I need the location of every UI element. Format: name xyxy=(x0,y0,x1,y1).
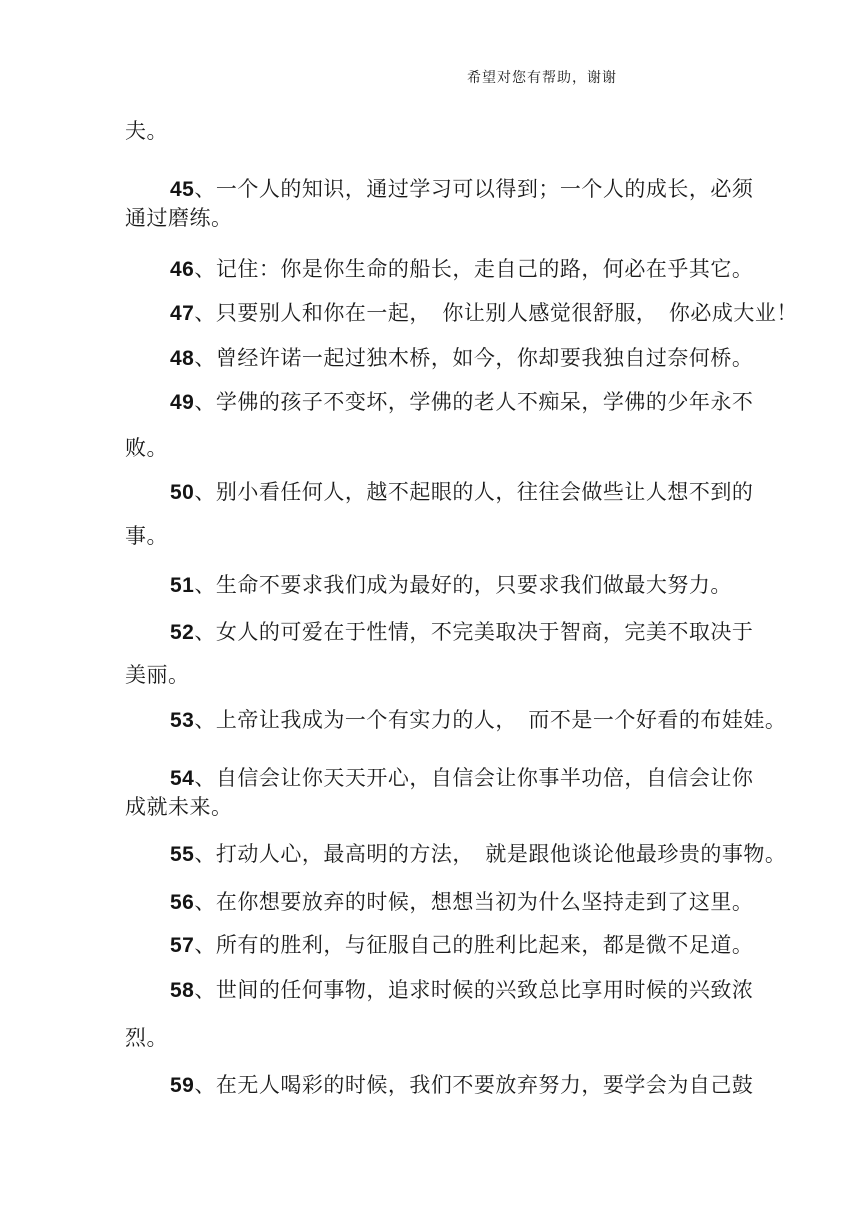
quote-line-50 xyxy=(170,481,753,504)
quote-line-48 xyxy=(170,347,753,370)
line-text: 、打动人心，最高明的方法， 就是跟他谈论他最珍贵的事物。 xyxy=(194,842,787,866)
quote-line-47 xyxy=(170,302,798,325)
line-text: 、女人的可爱在于性情，不完美取决于智商，完美不取决于 xyxy=(194,620,754,644)
item-number: 57 xyxy=(170,934,195,957)
line-text: 、在你想要放弃的时候，想想当初为什么坚持走到了这里。 xyxy=(194,890,754,914)
quote-line-53 xyxy=(170,709,786,732)
line-text: 、自信会让你天天开心，自信会让你事半功倍，自信会让你 xyxy=(194,766,754,790)
line-text: 成就未来。 xyxy=(125,795,233,819)
item-number: 59 xyxy=(170,1074,195,1097)
item-number: 45 xyxy=(170,178,195,201)
line-text: 、世间的任何事物，追求时候的兴致总比享用时候的兴致浓 xyxy=(194,978,754,1002)
line-text: 败。 xyxy=(125,436,168,460)
line-text: 事。 xyxy=(125,524,168,548)
quote-line-46 xyxy=(170,258,753,281)
quote-line-57 xyxy=(170,934,753,957)
quote-line-52-continuation xyxy=(125,664,190,687)
line-text: 、别小看任何人，越不起眼的人，往往会做些让人想不到的 xyxy=(194,480,754,504)
quote-line-45-continuation xyxy=(125,207,233,230)
item-number: 54 xyxy=(170,767,195,790)
quote-line-49 xyxy=(170,391,753,414)
item-number: 50 xyxy=(170,481,195,504)
line-text: 、一个人的知识，通过学习可以得到；一个人的成长，必须 xyxy=(194,177,754,201)
item-number: 51 xyxy=(170,574,195,597)
quote-line-50-continuation xyxy=(125,525,168,548)
item-number: 52 xyxy=(170,621,195,644)
quote-line-56 xyxy=(170,891,753,914)
line-text: 、学佛的孩子不变坏，学佛的老人不痴呆，学佛的少年永不 xyxy=(194,390,754,414)
item-number: 48 xyxy=(170,347,195,370)
quote-line-44-continuation xyxy=(125,120,168,143)
line-text: 烈。 xyxy=(125,1026,168,1050)
quote-line-49-continuation xyxy=(125,437,168,460)
quote-line-54-continuation xyxy=(125,796,233,819)
line-text: 、在无人喝彩的时候，我们不要放弃努力，要学会为自己鼓 xyxy=(194,1073,754,1097)
quote-line-59 xyxy=(170,1074,753,1097)
item-number: 49 xyxy=(170,391,195,414)
item-number: 47 xyxy=(170,302,195,325)
quote-line-51 xyxy=(170,574,732,597)
quote-line-45 xyxy=(170,178,753,201)
item-number: 46 xyxy=(170,258,195,281)
quote-line-52 xyxy=(170,621,753,644)
line-text: 、上帝让我成为一个有实力的人， 而不是一个好看的布娃娃。 xyxy=(194,708,787,732)
line-text: 、曾经许诺一起过独木桥，如今，你却要我独自过奈何桥。 xyxy=(194,346,754,370)
page-header-text: 希望对您有帮助，谢谢 xyxy=(467,71,617,86)
item-number: 56 xyxy=(170,891,195,914)
item-number: 55 xyxy=(170,843,195,866)
line-text: 、生命不要求我们成为最好的，只要求我们做最大努力。 xyxy=(194,573,732,597)
quote-line-54 xyxy=(170,767,753,790)
quote-line-58-continuation xyxy=(125,1027,168,1050)
line-text: 通过磨练。 xyxy=(125,206,233,230)
item-number: 53 xyxy=(170,709,195,732)
line-text: 夫。 xyxy=(125,119,168,143)
item-number: 58 xyxy=(170,979,195,1002)
quote-line-55 xyxy=(170,843,786,866)
line-text: 、只要别人和你在一起， 你让别人感觉很舒服， 你必成大业！ xyxy=(194,301,798,325)
line-text: 、记住：你是你生命的船长，走自己的路，何必在乎其它。 xyxy=(194,257,754,281)
quote-line-58 xyxy=(170,979,753,1002)
line-text: 、所有的胜利，与征服自己的胜利比起来，都是微不足道。 xyxy=(194,933,754,957)
line-text: 美丽。 xyxy=(125,663,190,687)
